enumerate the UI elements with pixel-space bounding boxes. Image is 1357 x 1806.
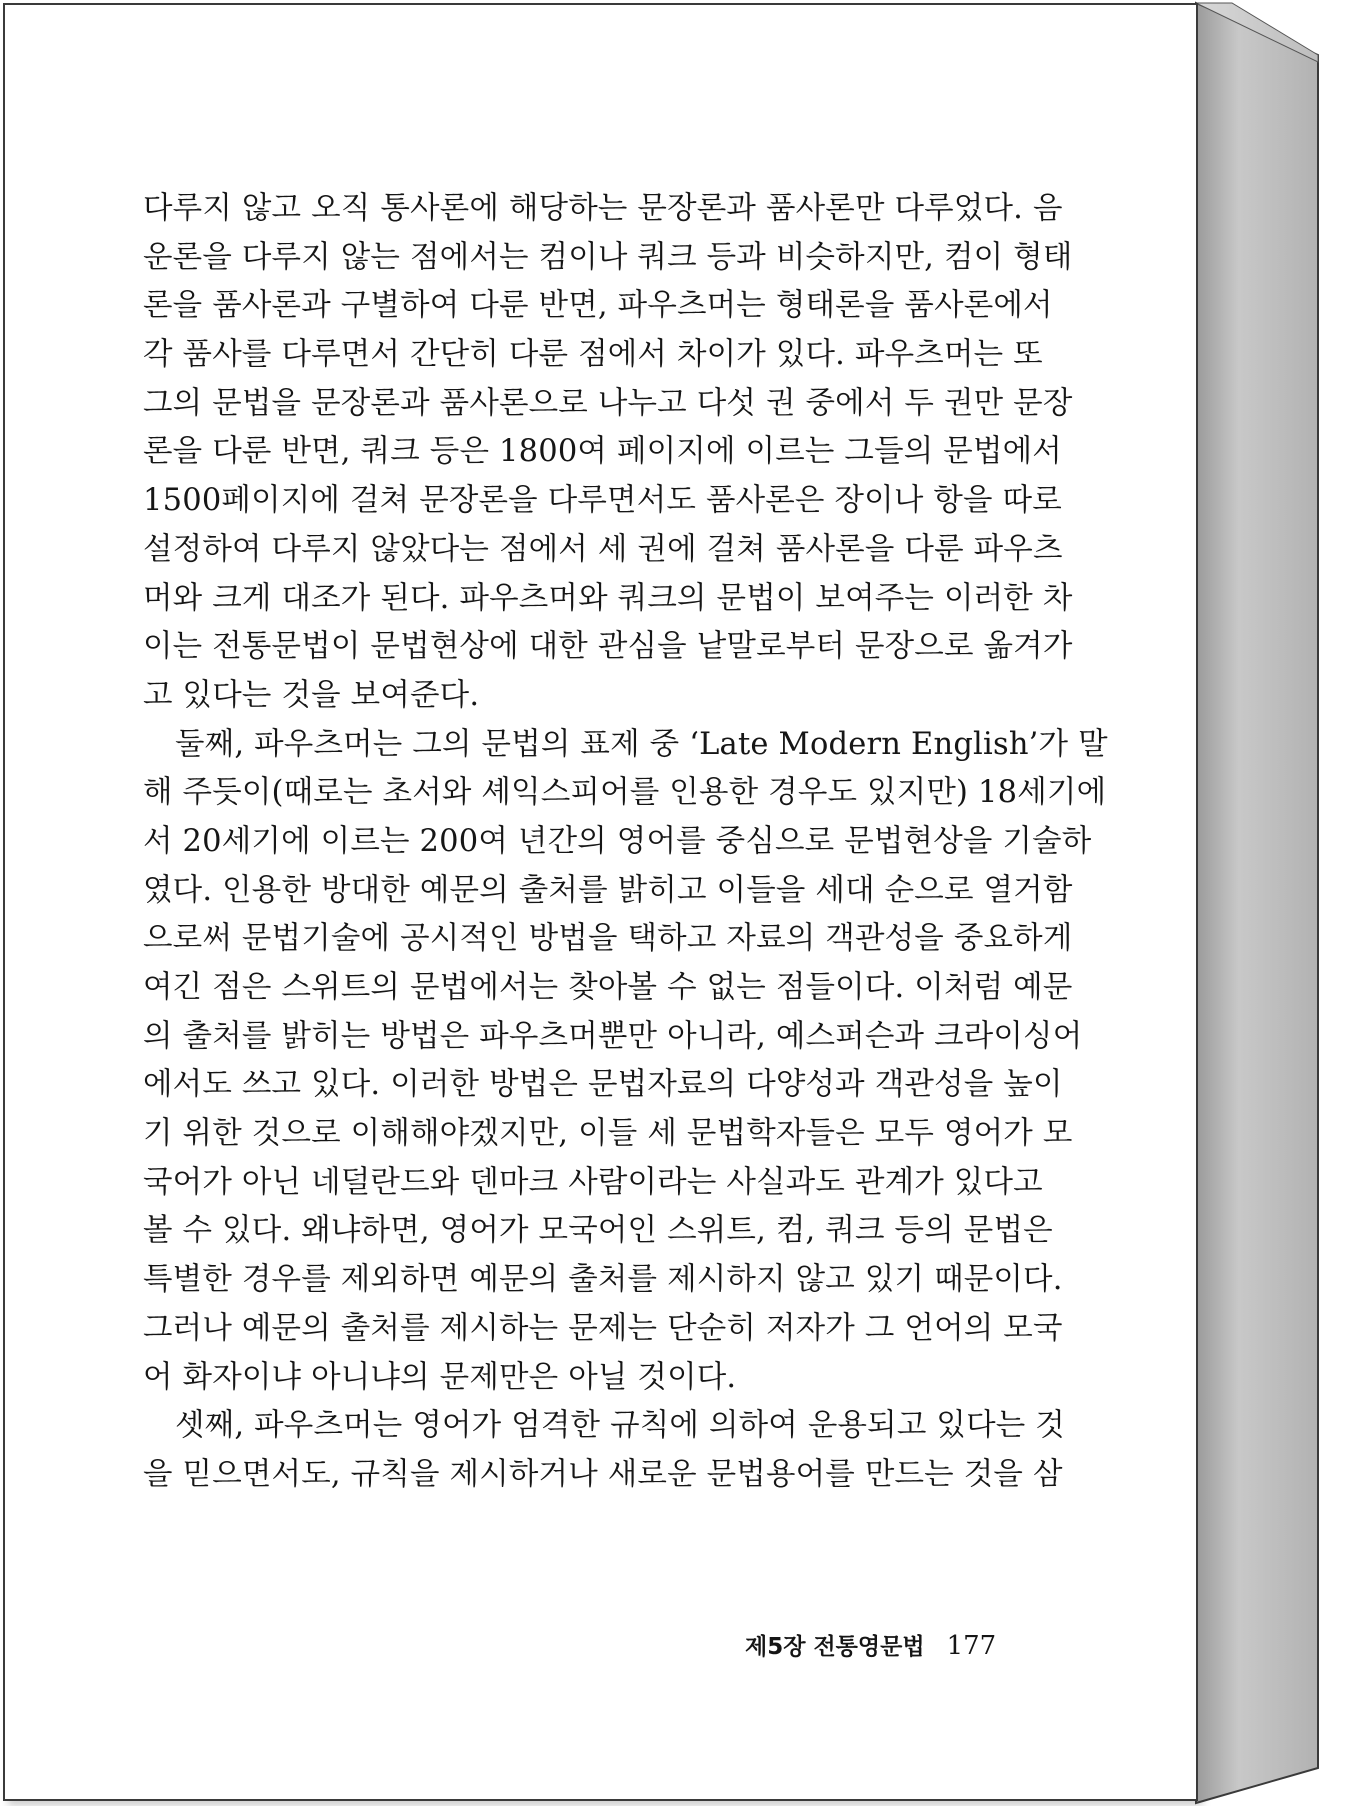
text-line: 볼 수 있다. 왜냐하면, 영어가 모국어인 스위트, 컴, 쿼크 등의 문법은	[143, 1213, 1053, 1249]
text-line: 서 20세기에 이르는 200여 년간의 영어를 중심으로 문법현상을 기술하	[143, 823, 1092, 859]
text-line: 그의 문법을 문장론과 품사론으로 나누고 다섯 권 중에서 두 권만 문장	[143, 385, 1073, 421]
text-line: 둘째, 파우츠머는 그의 문법의 표제 중 ‘Late Modern English’가 말	[175, 726, 1108, 762]
body-text	[143, 185, 1108, 1500]
text-line: 각 품사를 다루면서 간단히 다룬 점에서 차이가 있다. 파우츠머는 또	[143, 337, 1043, 373]
chapter-title: 제5장 전통영문법	[745, 1634, 925, 1660]
paragraph-3	[143, 1402, 1065, 1499]
text-line: 설정하여 다루지 않았다는 점에서 세 권에 걸쳐 품사론을 다룬 파우츠	[143, 531, 1063, 567]
text-line: 고 있다는 것을 보여준다.	[143, 677, 480, 713]
page-number: 177	[946, 1631, 997, 1661]
text-line: 여긴 점은 스위트의 문법에서는 찾아볼 수 없는 점들이다. 이처럼 예문	[143, 970, 1073, 1005]
running-footer	[745, 1628, 995, 1661]
text-line: 1500페이지에 걸쳐 문장론을 다루면서도 품사론은 장이나 항을 따로	[143, 483, 1062, 519]
text-line: 론을 다룬 반면, 쿼크 등은 1800여 페이지에 이르는 그들의 문법에서	[143, 434, 1062, 470]
text-line: 머와 크게 대조가 된다. 파우츠머와 쿼크의 문법이 보여주는 이러한 차	[143, 580, 1073, 616]
text-line: 이는 전통문법이 문법현상에 대한 관심을 낱말로부터 문장으로 옮겨가	[143, 629, 1073, 665]
text-line: 특별한 경우를 제외하면 예문의 출처를 제시하지 않고 있기 때문이다.	[143, 1262, 1063, 1298]
text-line: 어 화자이냐 아니냐의 문제만은 아닐 것이다.	[143, 1359, 737, 1395]
text-line: 셋째, 파우츠머는 영어가 엄격한 규칙에 의하여 운용되고 있다는 것	[175, 1408, 1065, 1444]
text-line: 에서도 쓰고 있다. 이러한 방법은 문법자료의 다양성과 객관성을 높이	[143, 1067, 1063, 1103]
paragraph-1	[143, 185, 1073, 721]
text-line: 운론을 다루지 않는 점에서는 컴이나 쿼크 등과 비슷하지만, 컴이 형태	[143, 239, 1073, 275]
paragraph-2	[143, 721, 1108, 1403]
text-line: 을 믿으면서도, 규칙을 제시하거나 새로운 문법용어를 만드는 것을 삼	[143, 1456, 1063, 1492]
text-line: 다루지 않고 오직 통사론에 해당하는 문장론과 품사론만 다루었다. 음	[143, 191, 1063, 226]
text-line: 해 주듯이(때로는 초서와 셰익스피어를 인용한 경우도 있지만) 18세기에	[143, 775, 1107, 811]
book-page	[3, 3, 1198, 1801]
book-side-face	[1196, 3, 1318, 1803]
text-line: 그러나 예문의 출처를 제시하는 문제는 단순히 저자가 그 언어의 모국	[143, 1310, 1063, 1346]
text-line: 였다. 인용한 방대한 예문의 출처를 밝히고 이들을 세대 순으로 열거함	[143, 872, 1073, 908]
text-line: 론을 품사론과 구별하여 다룬 반면, 파우츠머는 형태론을 품사론에서	[143, 288, 1053, 324]
text-line: 기 위한 것으로 이해해야겠지만, 이들 세 문법학자들은 모두 영어가 모	[143, 1116, 1073, 1152]
text-line: 국어가 아닌 네덜란드와 덴마크 사람이라는 사실과도 관계가 있다고	[143, 1164, 1043, 1200]
text-line: 으로써 문법기술에 공시적인 방법을 택하고 자료의 객관성을 중요하게	[143, 921, 1073, 957]
text-line: 의 출처를 밝히는 방법은 파우츠머뿐만 아니라, 예스퍼슨과 크라이싱어	[143, 1018, 1083, 1054]
